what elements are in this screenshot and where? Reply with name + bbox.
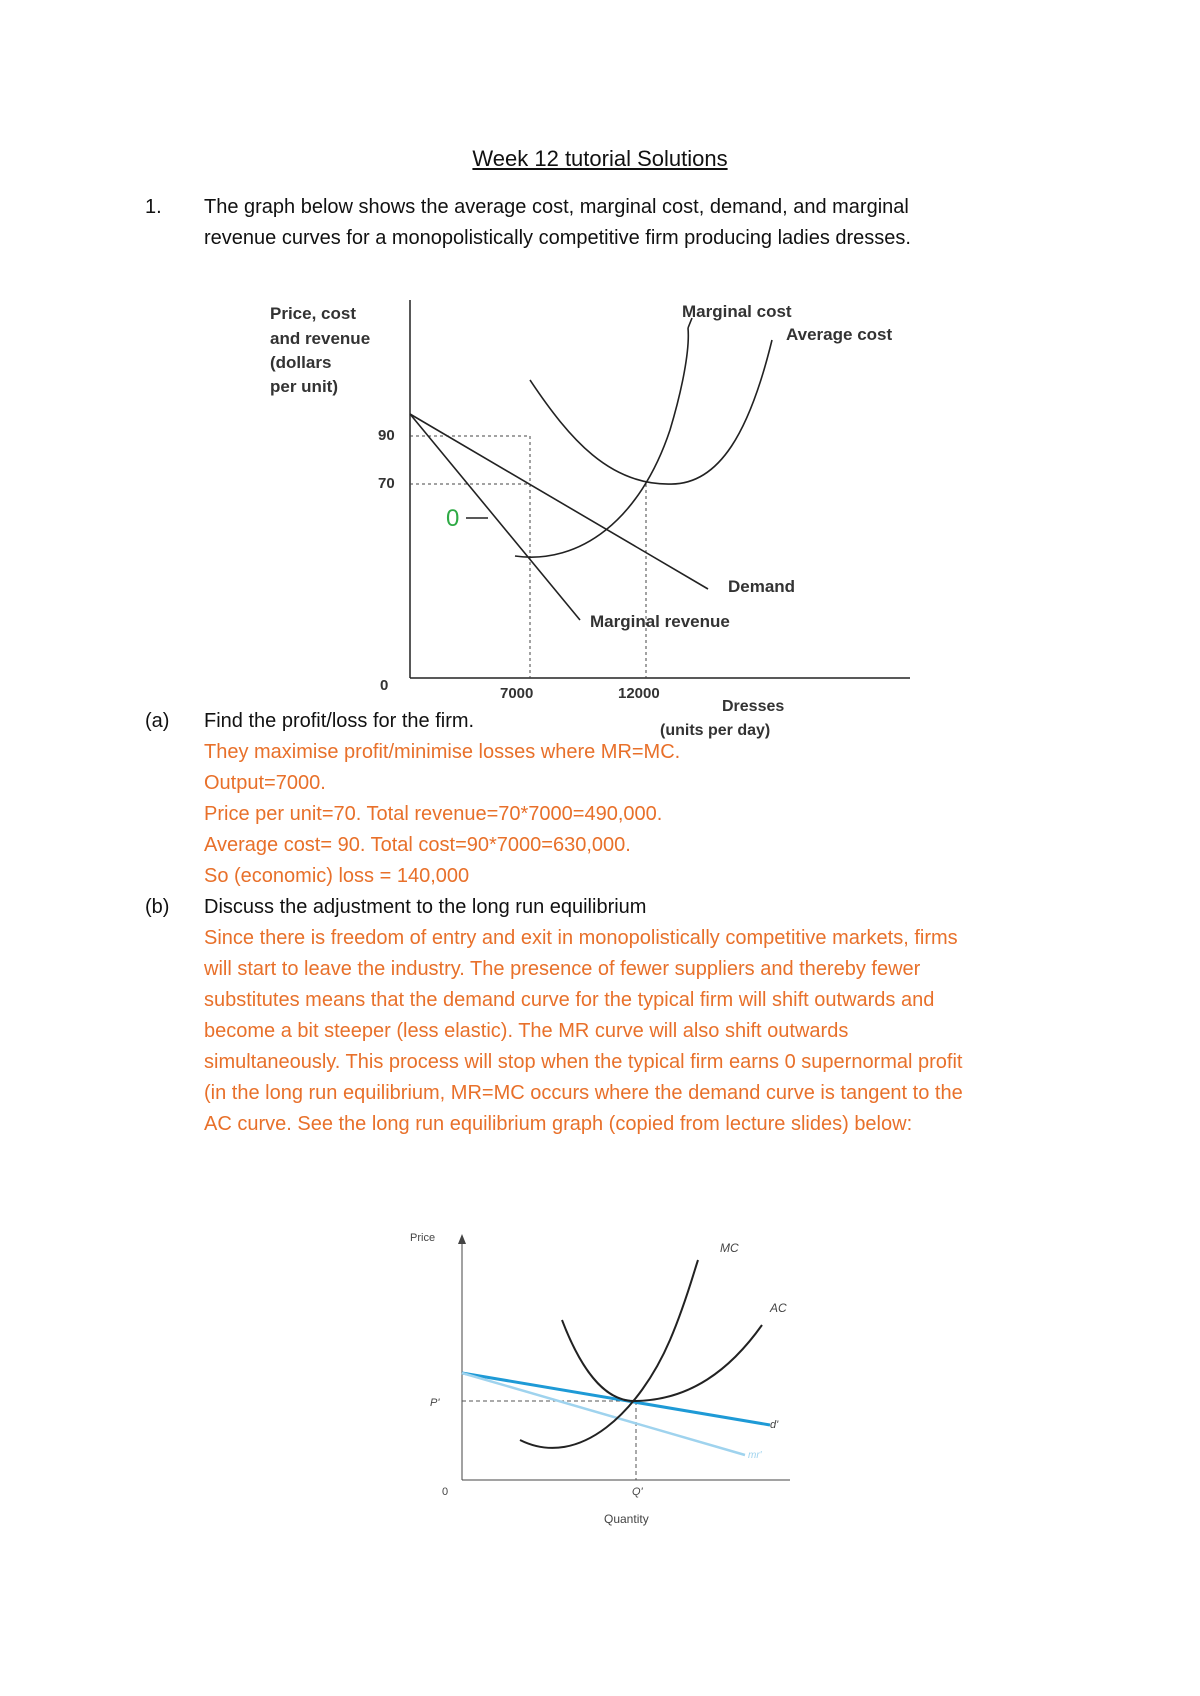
origin-label: 0 (380, 677, 389, 694)
question-number: 1. (145, 196, 162, 218)
part-b (204, 892, 1084, 1140)
price-p-label: P' (430, 1397, 440, 1409)
marginal-revenue-curve (410, 414, 580, 620)
ac-curve (562, 1320, 762, 1401)
answer-line: substitutes means that the demand curve for the typical firm will shift outwards and (204, 989, 935, 1011)
part-a (204, 706, 1084, 892)
x-axis-label: Quantity (604, 1512, 649, 1526)
answer-line: Since there is freedom of entry and exit in monopolistically competitive markets, firms (204, 927, 958, 949)
origin-label: 0 (442, 1486, 449, 1498)
answer-line: become a bit steeper (less elastic). The MR curve will also shift outwards (204, 1020, 849, 1042)
part-b-question: Discuss the adjustment to the long run equilibrium (204, 896, 647, 918)
answer-line: will start to leave the industry. The presence of fewer suppliers and thereby fewer (204, 958, 921, 980)
y-axis-label: Price (410, 1232, 436, 1244)
tick-7000: 7000 (500, 685, 534, 702)
answer-line: They maximise profit/minimise losses where MR=MC. (204, 741, 681, 763)
y-axis-label: and revenue (270, 329, 371, 348)
d-curve-label: d' (770, 1419, 779, 1431)
page-title: Week 12 tutorial Solutions (472, 146, 728, 171)
quantity-q-label: Q' (632, 1486, 643, 1498)
tick-90: 90 (378, 427, 395, 444)
demand-curve (410, 414, 708, 589)
part-a-question: Find the profit/loss for the firm. (204, 710, 475, 732)
ac-curve-label: Average cost (786, 325, 893, 344)
y-axis-label: (dollars (270, 353, 332, 372)
answer-line: Average cost= 90. Total cost=90*7000=630,000. (204, 834, 631, 856)
mc-curve-label: MC (720, 1241, 739, 1255)
question-text-line: revenue curves for a monopolistically competitive firm producing ladies dresses. (204, 227, 911, 249)
tick-70: 70 (378, 475, 395, 492)
answer-line: So (economic) loss = 140,000 (204, 865, 470, 887)
average-cost-curve (530, 340, 772, 484)
ac-curve-label: AC (770, 1301, 787, 1315)
answer-line: AC curve. See the long run equilibrium graph (copied from lecture slides) below: (204, 1113, 913, 1135)
tick-12000: 12000 (618, 685, 660, 702)
part-b-label: (b) (145, 896, 170, 918)
mr-curve-label: Marginal revenue (590, 612, 730, 631)
answer-line: simultaneously. This process will stop when the typical firm earns 0 supernormal profit (204, 1051, 963, 1073)
answer-line: (in the long run equilibrium, MR=MC occurs where the demand curve is tangent to the (204, 1082, 963, 1104)
marginal-cost-curve (515, 328, 688, 557)
long-run-equilibrium-graph (410, 1230, 790, 1550)
cost-revenue-graph (250, 300, 910, 740)
y-axis-arrow (458, 1234, 466, 1244)
x-axis-label: (units per day) (660, 722, 771, 739)
question-text-line: The graph below shows the average cost, marginal cost, demand, and marginal (204, 196, 909, 218)
demand-curve-label: Demand (728, 577, 796, 596)
answer-line: Price per unit=70. Total revenue=70*7000=490,000. (204, 803, 663, 825)
answer-line: Output=7000. (204, 772, 326, 794)
mc-curve-label: Marginal cost (682, 302, 792, 321)
mc-curve (520, 1260, 698, 1448)
question-text (204, 192, 1084, 254)
y-axis-label: Price, cost (270, 304, 356, 323)
part-a-label: (a) (145, 710, 170, 732)
x-axis-label: Dresses (722, 698, 785, 715)
handwritten-mark: 0 (446, 505, 460, 532)
mr-curve-label: mr' (748, 1450, 762, 1461)
y-axis-label: per unit) (270, 377, 338, 396)
